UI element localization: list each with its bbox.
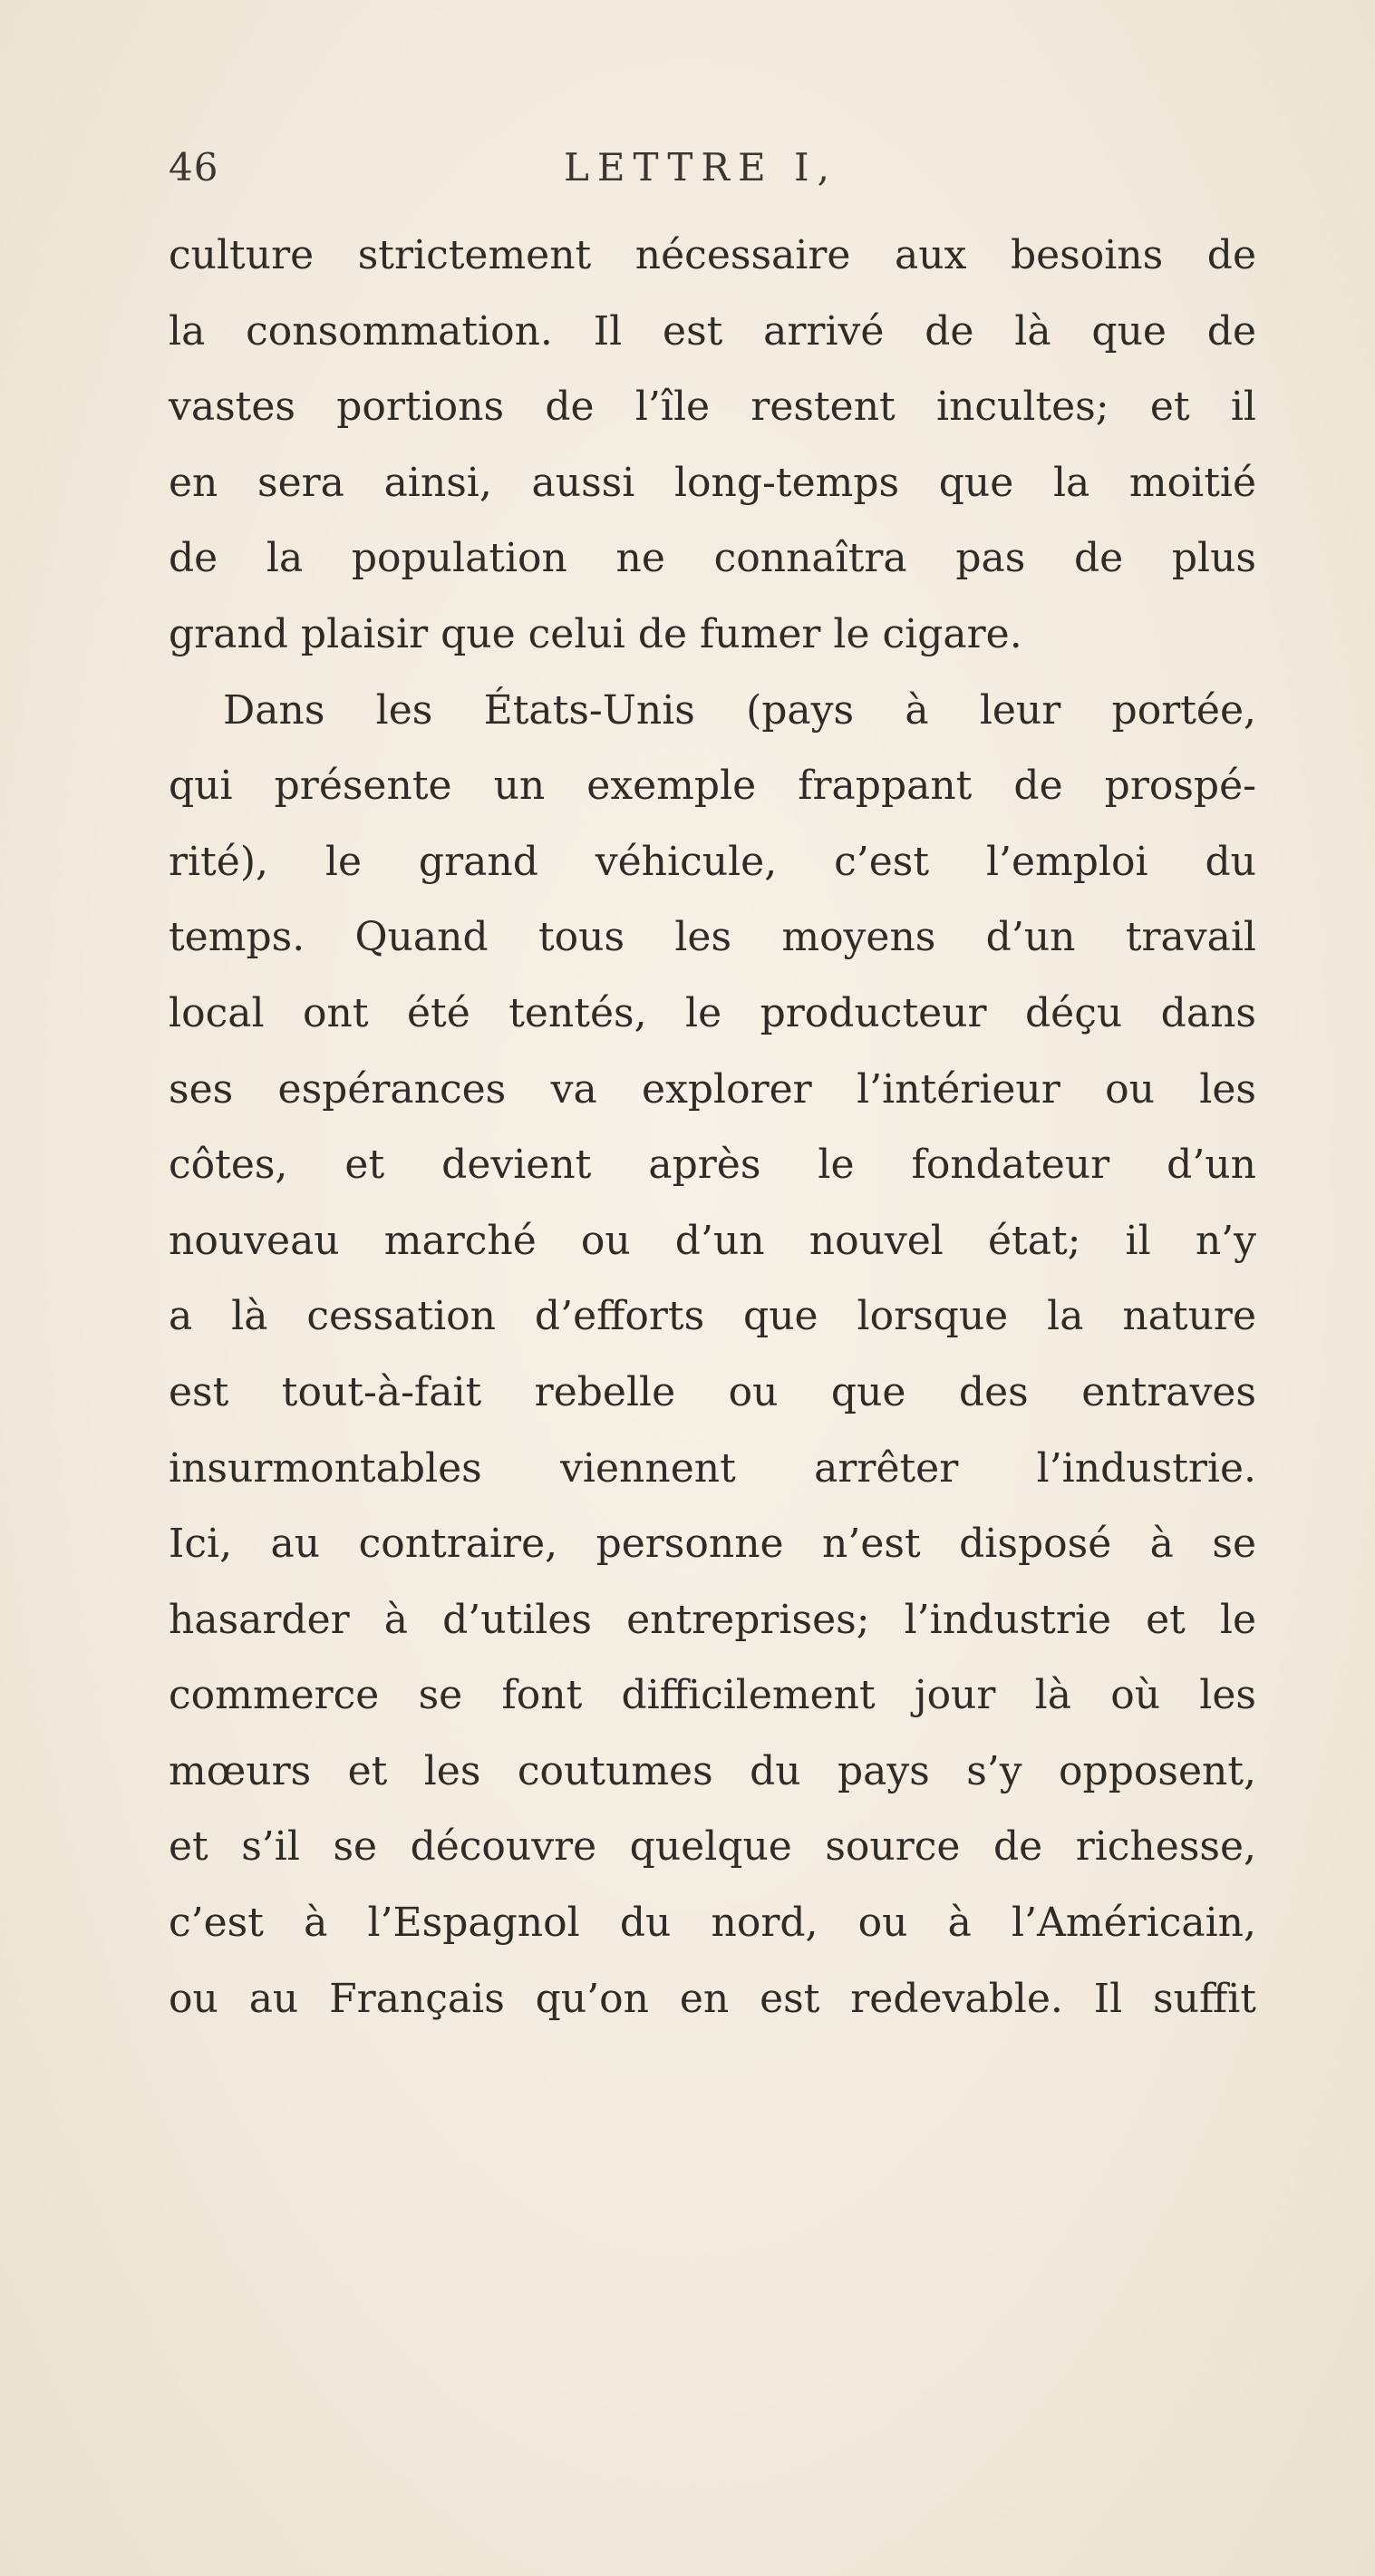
text-line: ou au Français qu’on en est redevable. Il suffit (169, 1975, 1256, 2022)
text-line: qui présente un exemple frappant de prospé- (169, 763, 1256, 810)
text-line: côtes, et devient après le fondateur d’un (169, 1142, 1256, 1189)
text-line: vastes portions de l’île restent incultes; et il (169, 384, 1256, 431)
text-line: en sera ainsi, aussi long-temps que la moitié (169, 459, 1256, 506)
text-line: ses espérances va explorer l’intérieur ou les (169, 1065, 1256, 1113)
running-header (169, 145, 1256, 199)
text-line: de la population ne connaîtra pas de plus (169, 535, 1256, 582)
text-line: la consommation. Il est arrivé de là que de (169, 307, 1256, 355)
text-line: Ici, au contraire, personne n’est disposé à se (169, 1521, 1256, 1568)
text-line: c’est à l’Espagnol du nord, ou à l’Américain, (169, 1900, 1256, 1947)
text-line: grand plaisir que celui de fumer le cigare. (169, 610, 1022, 657)
text-line: et s’il se découvre quelque source de richesse, (169, 1823, 1256, 1871)
text-line: temps. Quand tous les moyens d’un travail (169, 914, 1256, 961)
text-line: insurmontables viennent arrêter l’industrie. (169, 1444, 1256, 1492)
paragraph-start-line: Dans les États-Unis (pays à leur portée, (223, 686, 1256, 734)
text-line: local ont été tentés, le producteur déçu dans (169, 989, 1256, 1036)
text-line: culture strictement nécessaire aux besoins de (169, 232, 1256, 278)
running-title: LETTRE I, (564, 145, 838, 190)
text-line: rité), le grand véhicule, c’est l’emploi du (169, 838, 1256, 885)
text-line: hasarder à d’utiles entreprises; l’industrie et le (169, 1596, 1256, 1643)
text-line: commerce se font difficilement jour là où les (169, 1672, 1256, 1719)
text-line: a là cessation d’efforts que lorsque la nature (169, 1293, 1256, 1340)
body-text (169, 218, 1256, 2036)
text-line: est tout-à-fait rebelle ou que des entraves (169, 1368, 1256, 1415)
text-line: mœurs et les coutumes du pays s’y opposent, (169, 1747, 1256, 1794)
text-line: nouveau marché ou d’un nouvel état; il n’y (169, 1217, 1256, 1264)
page-number: 46 (169, 145, 219, 190)
